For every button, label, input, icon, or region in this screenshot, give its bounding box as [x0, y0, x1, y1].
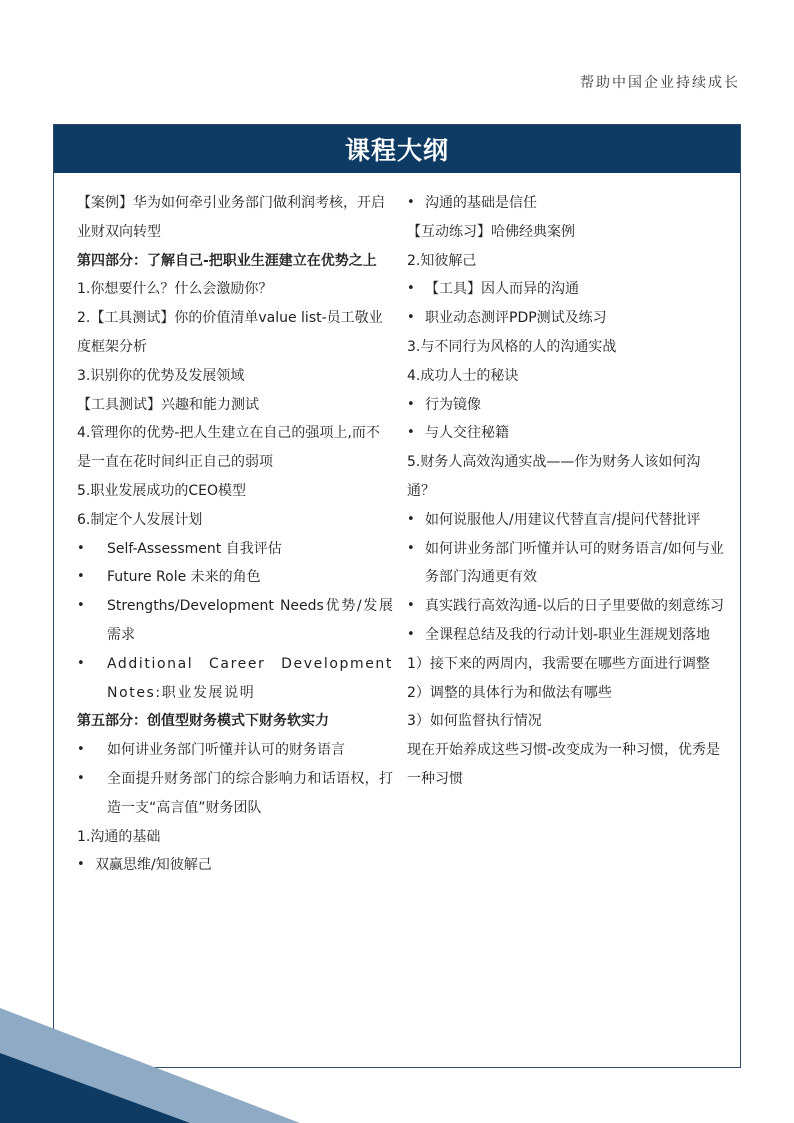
decorative-corner-shape — [0, 1008, 300, 1123]
bullet-item: • 如何讲业务部门听懂并认可的财务语言/如何与业务部门沟通更有效 — [407, 535, 725, 593]
bullet-item: • Strengths/Development Needs优势/发展需求 — [77, 592, 393, 650]
section-heading: 第五部分：创值型财务模式下财务软实力 — [77, 713, 329, 730]
page-title: 课程大纲 — [54, 125, 740, 173]
bullet-item: • 【工具】因人而异的沟通 — [407, 275, 725, 304]
bullet-item: • 职业动态测评PDP测试及练习 — [407, 304, 725, 333]
bullet-item: • 与人交往秘籍 — [407, 419, 725, 448]
syllabus-line: 4.管理你的优势-把人生建立在自己的强项上,而不是一直在花时间纠正自己的弱项 — [77, 425, 380, 471]
bullet-item: • 如何讲业务部门听懂并认可的财务语言 — [77, 736, 393, 765]
syllabus-line: 3.识别你的优势及发展领域 — [77, 367, 245, 384]
syllabus-right-column — [407, 189, 725, 794]
section-heading: 第四部分：了解自己-把职业生涯建立在优势之上 — [77, 252, 377, 269]
bullet-item: • 如何说服他人/用建议代替直言/提问代替批评 — [407, 506, 725, 535]
bullet-item: • 全面提升财务部门的综合影响力和话语权，打造一支“高言值”财务团队 — [77, 765, 393, 823]
syllabus-line: 1）接下来的两周内，我需要在哪些方面进行调整 — [407, 655, 710, 672]
syllabus-line: 2）调整的具体行为和做法有哪些 — [407, 684, 612, 701]
syllabus-line: 2.知彼解己 — [407, 252, 477, 269]
syllabus-line: 【工具测试】兴趣和能力测试 — [77, 396, 259, 413]
syllabus-line: 3）如何监督执行情况 — [407, 713, 542, 730]
syllabus-line: 5.职业发展成功的CEO模型 — [77, 482, 246, 499]
syllabus-line: 1.沟通的基础 — [77, 828, 161, 845]
bullet-item: • 真实践行高效沟通-以后的日子里要做的刻意练习 — [407, 592, 725, 621]
syllabus-line: 4.成功人士的秘诀 — [407, 367, 519, 384]
syllabus-line: 5.财务人高效沟通实战——作为财务人该如何沟通？ — [407, 454, 701, 499]
syllabus-line: 【案例】华为如何牵引业务部门做利润考核，开启业财双向转型 — [77, 195, 385, 240]
syllabus-line: 现在开始养成这些习惯-改变成为一种习惯，优秀是一种习惯 — [407, 742, 721, 787]
syllabus-line: 【互动练习】哈佛经典案例 — [407, 223, 575, 240]
bullet-item: • 沟通的基础是信任 — [407, 189, 725, 218]
bullet-item: • 行为镜像 — [407, 391, 725, 420]
bullet-item: • Additional Career Development Notes:职业发展说明 — [77, 650, 393, 708]
syllabus-left-column — [77, 189, 393, 880]
bullet-item: • Self-Assessment 自我评估 — [77, 535, 393, 564]
header-tagline: 帮助中国企业持续成长 — [580, 75, 740, 91]
bullet-item: • 全课程总结及我的行动计划-职业生涯规划落地 — [407, 621, 725, 650]
bullet-item: • Future Role 未来的角色 — [77, 563, 393, 592]
syllabus-line: 2.【工具测试】你的价值清单value list-员工敬业度框架分析 — [77, 310, 383, 355]
bullet-item: • 双赢思维/知彼解己 — [77, 851, 393, 880]
syllabus-line: 3.与不同行为风格的人的沟通实战 — [407, 338, 617, 355]
syllabus-line: 1.你想要什么？什么会激励你？ — [77, 281, 273, 298]
syllabus-frame — [53, 124, 741, 1068]
syllabus-line: 6.制定个人发展计划 — [77, 511, 203, 528]
